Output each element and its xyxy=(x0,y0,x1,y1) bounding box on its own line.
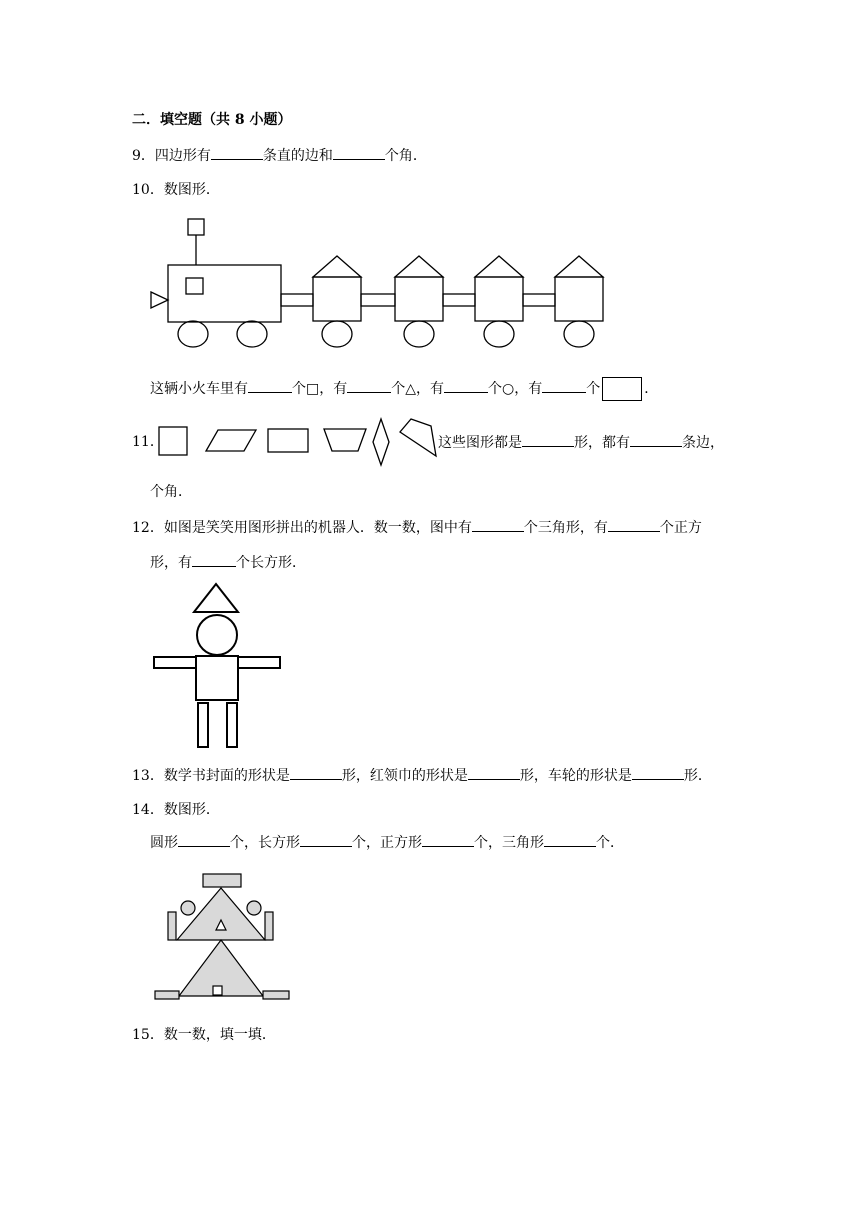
q10-blank-4[interactable] xyxy=(542,378,586,393)
q9-blank-1[interactable] xyxy=(211,145,263,160)
q11-blank-2[interactable] xyxy=(630,432,682,447)
question-12-line-1 xyxy=(132,517,702,538)
q14-blank-2[interactable] xyxy=(300,832,352,847)
question-15 xyxy=(132,1025,276,1045)
q10-title: 数图形． xyxy=(163,182,220,198)
q10-text-2: 个□，有 xyxy=(292,381,348,397)
q14-text-3: 个，正方形 xyxy=(352,835,422,851)
q9-blank-2[interactable] xyxy=(333,145,385,160)
parallelogram-shape xyxy=(206,430,256,451)
q12-text-1: 如图是笑笑用图形拼出的机器人．数一数，图中有 xyxy=(163,520,472,536)
q14-blank-4[interactable] xyxy=(544,832,596,847)
q11-text-4: 个角． xyxy=(150,484,192,500)
engine-rectangle xyxy=(168,265,281,322)
question-10-text xyxy=(150,377,658,401)
right-arm-rectangle xyxy=(238,657,280,668)
q12-text-2: 个三角形，有 xyxy=(523,520,608,536)
q12-text-3: 个正方 xyxy=(659,520,702,536)
chimney-square xyxy=(188,219,204,235)
bottom-right-rectangle xyxy=(263,991,289,999)
left-leg-rectangle xyxy=(198,703,208,747)
right-circle xyxy=(247,901,261,915)
q9-number: 9． xyxy=(132,148,155,164)
q14-title: 数图形． xyxy=(163,802,220,818)
q14-blank-1[interactable] xyxy=(178,832,230,847)
trapezoid-shape xyxy=(324,429,366,451)
q10-blank-1[interactable] xyxy=(248,378,292,393)
left-arm-rectangle xyxy=(154,657,196,668)
question-14-title xyxy=(132,800,220,820)
q13-text-3: 形，车轮的形状是 xyxy=(519,768,632,784)
q14-number: 14． xyxy=(132,802,164,818)
question-9 xyxy=(132,145,427,166)
q12-text-4: 形，有 xyxy=(150,555,192,571)
left-circle xyxy=(181,901,195,915)
q10-text-4: 个○，有 xyxy=(488,381,543,397)
rhombus-shape xyxy=(373,419,389,465)
q14-text-1: 圆形 xyxy=(150,835,178,851)
train-figure xyxy=(148,214,608,354)
q12-number: 12． xyxy=(132,520,164,536)
question-12-line-2 xyxy=(150,552,306,573)
body-square xyxy=(196,656,238,700)
q9-text-2: 条直的边和 xyxy=(262,148,333,164)
q14-text-5: 个． xyxy=(596,835,624,851)
q15-title: 数一数，填一填． xyxy=(163,1027,276,1043)
question-11-text xyxy=(438,432,724,453)
q13-blank-2[interactable] xyxy=(468,765,520,780)
q10-blank-2[interactable] xyxy=(347,378,391,393)
window-square xyxy=(186,278,203,294)
head-triangle xyxy=(194,584,238,612)
q13-blank-3[interactable] xyxy=(632,765,684,780)
q12-blank-1[interactable] xyxy=(472,517,524,532)
q9-text-3: 个角． xyxy=(384,148,427,164)
q11-text-2: 形，都有 xyxy=(574,435,630,451)
q10-text-5: 个 xyxy=(586,381,601,397)
head-circle xyxy=(197,615,237,655)
q13-number: 13． xyxy=(132,768,164,784)
q14-text-2: 个，长方形 xyxy=(230,835,300,851)
q15-number: 15． xyxy=(132,1027,164,1043)
right-leg-rectangle xyxy=(227,703,237,747)
rectangle-icon xyxy=(602,377,642,401)
q12-blank-3[interactable] xyxy=(192,552,236,567)
q10-number: 10． xyxy=(132,182,164,198)
section-title: 二．填空题（共 8 小题） xyxy=(132,112,292,128)
q10-text-1: 这辆小火车里有 xyxy=(150,381,248,397)
q14-text-4: 个，三角形 xyxy=(474,835,544,851)
shape-figure-14 xyxy=(150,868,296,1004)
left-rectangle xyxy=(168,912,176,940)
square-shape xyxy=(159,427,187,455)
q11-text-3: 条边， xyxy=(682,435,724,451)
bottom-left-rectangle xyxy=(155,991,179,999)
q11-text-1: 这些图形都是 xyxy=(438,435,522,451)
q10-text-3: 个△，有 xyxy=(391,381,445,397)
question-10-title xyxy=(132,180,220,200)
q10-blank-3[interactable] xyxy=(444,378,488,393)
front-triangle xyxy=(151,292,168,308)
q12-text-5: 个长方形． xyxy=(236,555,306,571)
top-rectangle xyxy=(203,874,241,887)
rectangle-shape xyxy=(268,429,308,452)
right-rectangle xyxy=(265,912,273,940)
small-square xyxy=(213,986,222,995)
question-14-text xyxy=(150,832,624,853)
q11-blank-1[interactable] xyxy=(522,432,574,447)
q10-text-6: ． xyxy=(644,381,659,397)
q13-text-4: 形． xyxy=(683,768,712,784)
q11-number: 11． xyxy=(132,434,164,450)
q13-text-2: 形，红领巾的形状是 xyxy=(341,768,468,784)
question-13 xyxy=(132,765,712,786)
q9-text-1: 四边形有 xyxy=(154,148,211,164)
q12-blank-2[interactable] xyxy=(608,517,660,532)
q13-blank-1[interactable] xyxy=(290,765,342,780)
q14-blank-3[interactable] xyxy=(422,832,474,847)
robot-figure xyxy=(150,580,290,752)
q11-shapes-figure xyxy=(156,416,440,468)
quadrilateral-shape xyxy=(400,419,436,456)
q13-text-1: 数学书封面的形状是 xyxy=(163,768,290,784)
